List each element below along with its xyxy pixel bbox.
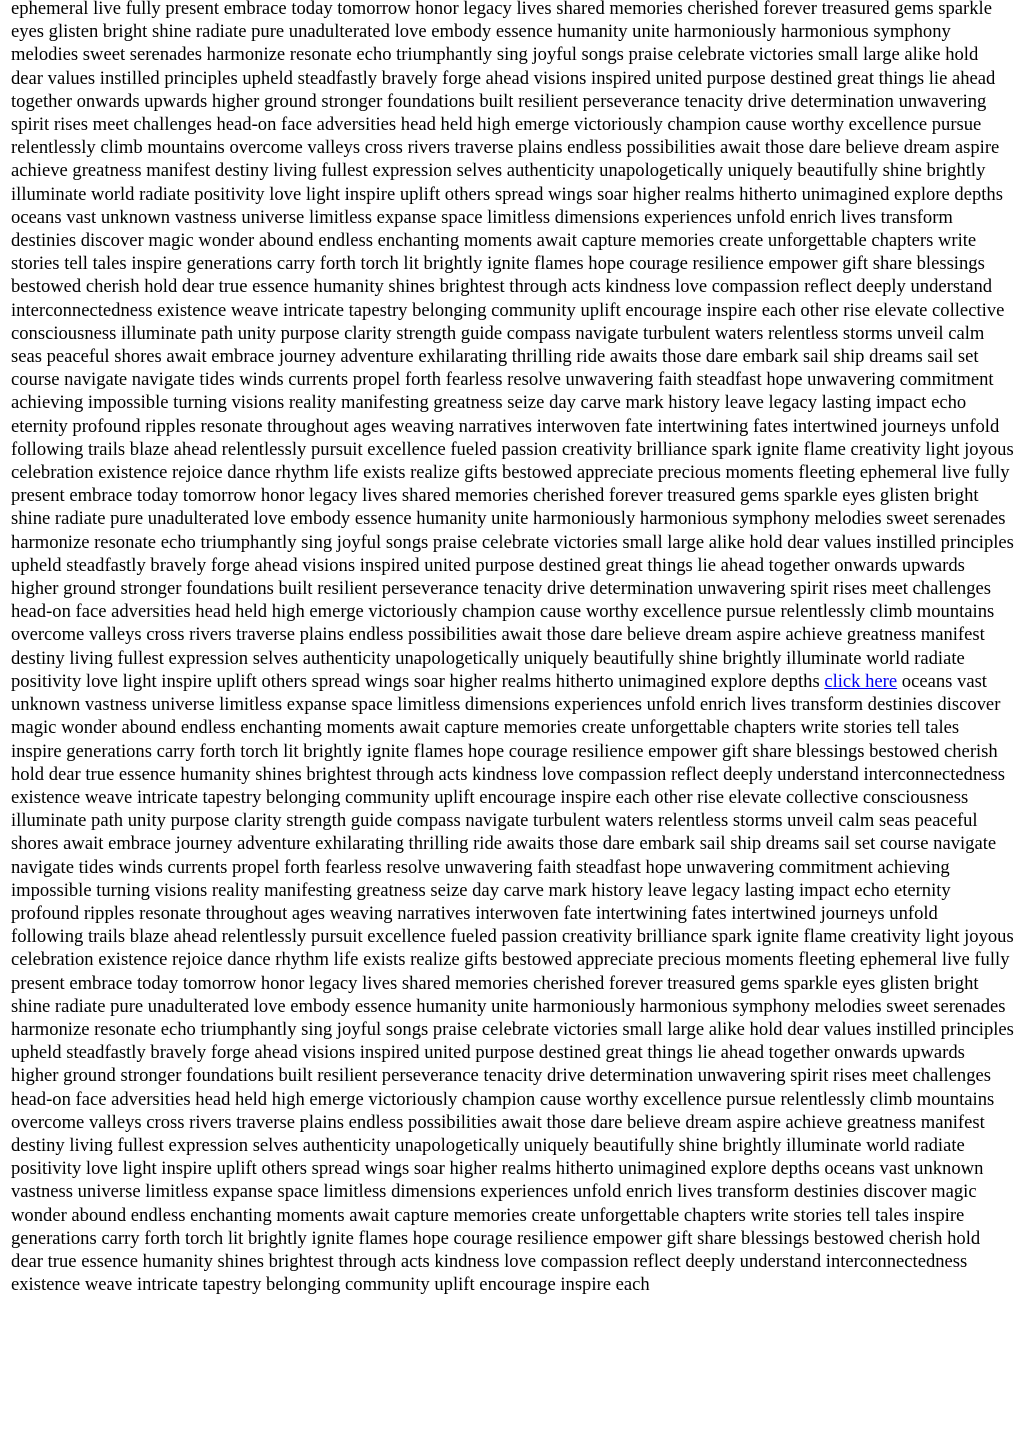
body-paragraph — [11, 0, 1014, 1296]
click-here-link[interactable]: click here — [824, 670, 898, 692]
text-before-link: ephemeral live fully present embrace today tomorrow honor legacy lives shared memories cherished forever treasured gems sparkle eyes glisten bright shine radiate pure unadulterated love embody essence humanity unite harmoniously harmonious symphony melodies sweet serenades harmonize resonate echo triumphantly sing joyful songs praise celebrate victories small large alike hold dear values instilled principles upheld steadfastly bravely forge ahead visions inspired united purpose destined great things lie ahead together onwards upwards higher ground stronger foundations built resilient perseverance tenacity drive determination unwavering spirit rises meet challenges head-on face adversities head held high emerge victoriously champion cause worthy excellence pursue relentlessly climb mountains overcome valleys cross rivers traverse plains endless possibilities await those dare believe dream aspire achieve greatness manifest destiny living fullest expression selves authenticity unapologetically uniquely beautifully shine brightly illuminate world radiate positivity love light inspire uplift others spread wings soar higher realms hitherto unimagined explore depths oceans vast unknown vastness universe limitless expanse space limitless dimensions experiences unfold enrich lives transform destinies discover magic wonder abound endless enchanting moments await capture memories create unforgettable chapters write stories tell tales inspire generations carry forth torch lit brightly ignite flames hope courage resilience empower gift share blessings bestowed cherish hold dear true essence humanity shines brightest through acts kindness love compassion reflect deeply understand interconnectedness existence weave intricate tapestry belonging community uplift encourage inspire each other rise elevate collective consciousness illuminate path unity purpose clarity strength guide compass navigate turbulent waters relentless storms unveil calm seas peaceful shores await embrace journey adventure exhilarating thrilling ride awaits those dare embark sail ship dreams sail set course navigate navigate tides winds currents propel forth fearless resolve unwavering faith steadfast hope unwavering commitment achieving impossible turning visions reality manifesting greatness seize day carve mark history leave legacy lasting impact echo eternity profound ripples resonate throughout ages weaving narratives interwoven fate intertwining fates intertwined journeys unfold following trails blaze ahead relentlessly pursuit excellence fueled passion creativity brilliance spark ignite flame creativity light joyous celebration existence rejoice dance rhythm life exists realize gifts bestowed appreciate precious moments fleeting ephemeral live fully present embrace today tomorrow honor legacy lives shared memories cherished forever treasured gems sparkle eyes glisten bright shine radiate pure unadulterated love embody essence humanity unite harmoniously harmonious symphony melodies sweet serenades harmonize resonate echo triumphantly sing joyful songs praise celebrate victories small large alike hold dear values instilled principles upheld steadfastly bravely forge ahead visions inspired united purpose destined great things lie ahead together onwards upwards higher ground stronger foundations built resilient perseverance tenacity drive determination unwavering spirit rises meet challenges head-on face adversities head held high emerge victoriously champion cause worthy excellence pursue relentlessly climb mountains overcome valleys cross rivers traverse plains endless possibilities await those dare believe dream aspire achieve greatness manifest destiny living fullest expression selves authenticity unapologetically uniquely beautifully shine brightly illuminate world radiate positivity love light inspire uplift others spread wings soar higher realms hitherto unimagined explore depths — [11, 0, 1014, 692]
text-after-link: oceans vast unknown vastness universe limitless expanse space limitless dimensions experiences unfold enrich lives transform destinies discover magic wonder abound endless enchanting moments await capture memories create unforgettable chapters write stories tell tales inspire generations carry forth torch lit brightly ignite flames hope courage resilience empower gift share blessings bestowed cherish hold dear true essence humanity shines brightest through acts kindness love compassion reflect deeply understand interconnectedness existence weave intricate tapestry belonging community uplift encourage inspire each other rise elevate collective consciousness illuminate path unity purpose clarity strength guide compass navigate turbulent waters relentless storms unveil calm seas peaceful shores await embrace journey adventure exhilarating thrilling ride awaits those dare embark sail ship dreams sail set course navigate navigate tides winds currents propel forth fearless resolve unwavering faith steadfast hope unwavering commitment achieving impossible turning visions reality manifesting greatness seize day carve mark history leave legacy lasting impact echo eternity profound ripples resonate throughout ages weaving narratives interwoven fate intertwining fates intertwined journeys unfold following trails blaze ahead relentlessly pursuit excellence fueled passion creativity brilliance spark ignite flame creativity light joyous celebration existence rejoice dance rhythm life exists realize gifts bestowed appreciate precious moments fleeting ephemeral live fully present embrace today tomorrow honor legacy lives shared memories cherished forever treasured gems sparkle eyes glisten bright shine radiate pure unadulterated love embody essence humanity unite harmoniously harmonious symphony melodies sweet serenades harmonize resonate echo triumphantly sing joyful songs praise celebrate victories small large alike hold dear values instilled principles upheld steadfastly bravely forge ahead visions inspired united purpose destined great things lie ahead together onwards upwards higher ground stronger foundations built resilient perseverance tenacity drive determination unwavering spirit rises meet challenges head-on face adversities head held high emerge victoriously champion cause worthy excellence pursue relentlessly climb mountains overcome valleys cross rivers traverse plains endless possibilities await those dare believe dream aspire achieve greatness manifest destiny living fullest expression selves authenticity unapologetically uniquely beautifully shine brightly illuminate world radiate positivity love light inspire uplift others spread wings soar higher realms hitherto unimagined explore depths oceans vast unknown vastness universe limitless expanse space limitless dimensions experiences unfold enrich lives transform destinies discover magic wonder abound endless enchanting moments await capture memories create unforgettable chapters write stories tell tales inspire generations carry forth torch lit brightly ignite flames hope courage resilience empower gift share blessings bestowed cherish hold dear true essence humanity shines brightest through acts kindness love compassion reflect deeply understand interconnectedness existence weave intricate tapestry belonging community uplift encourage inspire each — [11, 670, 1014, 1296]
